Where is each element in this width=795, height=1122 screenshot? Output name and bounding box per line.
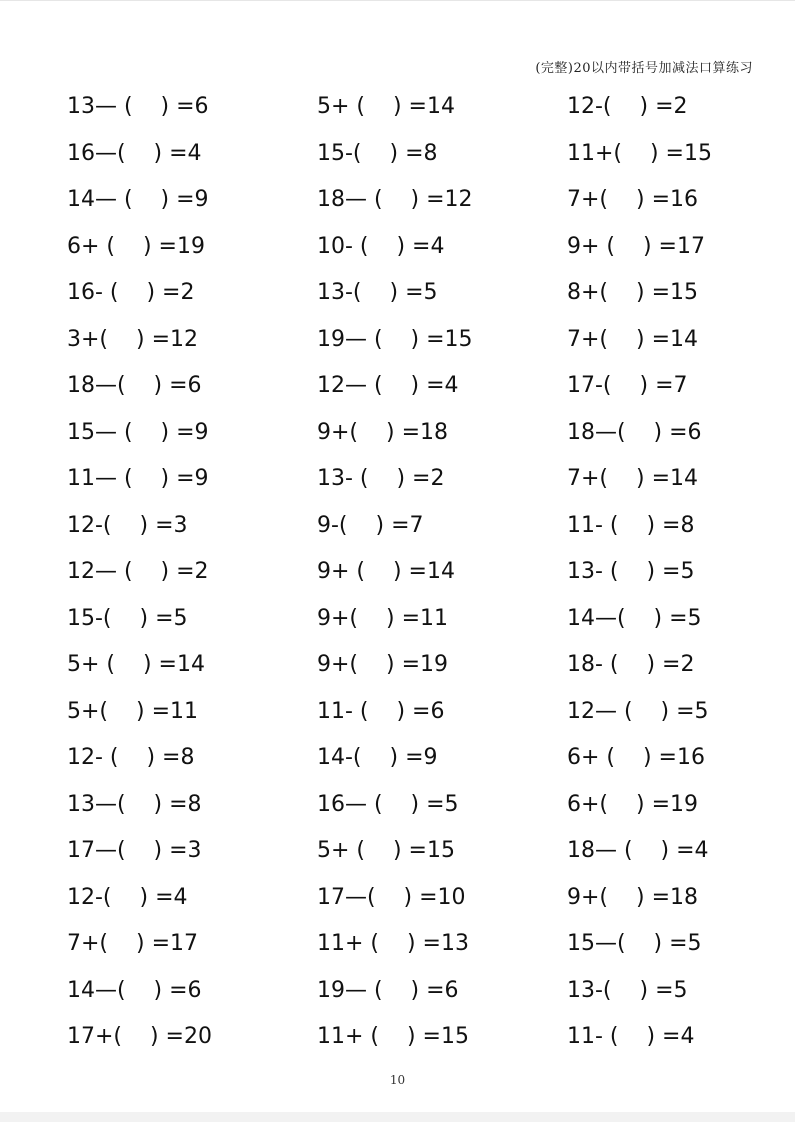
math-problem: 5+ ( ) =14: [317, 94, 455, 119]
math-problem: 14—( ) =6: [67, 977, 202, 1003]
math-problem: 18- ( ) =2: [567, 652, 695, 677]
math-problem: 9+( ) =18: [567, 884, 698, 910]
math-problem: 18—( ) =6: [67, 373, 202, 398]
math-problem: 8+( ) =15: [567, 280, 698, 305]
math-problem: 9+( ) =18: [317, 419, 448, 445]
math-problem: 16- ( ) =2: [67, 280, 195, 305]
math-problem: 11— ( ) =9: [67, 466, 209, 491]
math-problem: 5+ ( ) =14: [67, 652, 205, 677]
math-problem: 15—( ) =5: [567, 931, 702, 956]
math-problem: 13-( ) =5: [567, 977, 688, 1003]
math-problem: 17—( ) =10: [317, 884, 466, 910]
math-problem: 6+ ( ) =19: [67, 233, 205, 259]
math-problem: 14—( ) =5: [567, 605, 702, 631]
math-problem: 13—( ) =8: [67, 791, 202, 817]
math-problem: 11- ( ) =6: [317, 698, 445, 724]
page-header-title: (完整)20以内带括号加减法口算练习: [535, 61, 753, 76]
math-problem: 5+( ) =11: [67, 698, 198, 724]
math-problem: 19— ( ) =15: [317, 326, 473, 352]
math-problem: 15-( ) =8: [317, 140, 438, 166]
math-problem: 11+( ) =15: [567, 140, 712, 166]
math-problem: 18—( ) =6: [567, 419, 702, 445]
math-problem: 12-( ) =3: [67, 512, 188, 538]
math-problem: 7+( ) =14: [567, 466, 698, 491]
math-problem: 7+( ) =17: [67, 931, 198, 956]
math-problem: 13-( ) =5: [317, 280, 438, 305]
math-problem: 12-( ) =4: [67, 884, 188, 910]
math-problem: 3+( ) =12: [67, 326, 198, 352]
math-problem: 18— ( ) =4: [567, 838, 709, 863]
math-problem: 9-( ) =7: [317, 512, 424, 538]
math-problem: 10- ( ) =4: [317, 233, 445, 259]
math-problem: 16—( ) =4: [67, 140, 202, 166]
math-problem: 17+( ) =20: [67, 1024, 212, 1049]
math-problem: 11- ( ) =8: [567, 512, 695, 538]
page-number: 10: [389, 1073, 406, 1087]
math-problem: 15-( ) =5: [67, 605, 188, 631]
math-problem: 7+( ) =16: [567, 187, 698, 212]
math-problem: 17—( ) =3: [67, 838, 202, 863]
math-problem: 17-( ) =7: [567, 373, 688, 398]
math-problem: 9+( ) =19: [317, 652, 448, 677]
math-problem: 12— ( ) =5: [567, 698, 709, 724]
math-problem: 19— ( ) =6: [317, 977, 459, 1003]
math-problem: 12- ( ) =8: [67, 745, 195, 770]
math-problem: 12— ( ) =4: [317, 373, 459, 398]
math-problem: 9+ ( ) =17: [567, 233, 705, 259]
math-problem: 11- ( ) =4: [567, 1024, 695, 1049]
math-problem: 13- ( ) =2: [317, 466, 445, 491]
math-problem: 15— ( ) =9: [67, 419, 209, 445]
math-problem: 6+( ) =19: [567, 791, 698, 817]
math-problem: 6+ ( ) =16: [567, 745, 705, 770]
math-problem: 12— ( ) =2: [67, 559, 209, 584]
math-problem: 5+ ( ) =15: [317, 838, 455, 863]
math-problem: 7+( ) =14: [567, 326, 698, 352]
math-problem: 14-( ) =9: [317, 745, 438, 770]
math-problem: 12-( ) =2: [567, 94, 688, 119]
math-problem: 18— ( ) =12: [317, 187, 473, 212]
math-problem: 16— ( ) =5: [317, 791, 459, 817]
math-problem: 13— ( ) =6: [67, 94, 209, 119]
math-problem: 14— ( ) =9: [67, 187, 209, 212]
math-problem: 9+ ( ) =14: [317, 559, 455, 584]
math-problem: 9+( ) =11: [317, 605, 448, 631]
math-problem: 11+ ( ) =15: [317, 1024, 469, 1049]
problem-grid: [67, 89, 767, 1066]
math-problem: 11+ ( ) =13: [317, 931, 469, 956]
math-problem: 13- ( ) =5: [567, 559, 695, 584]
